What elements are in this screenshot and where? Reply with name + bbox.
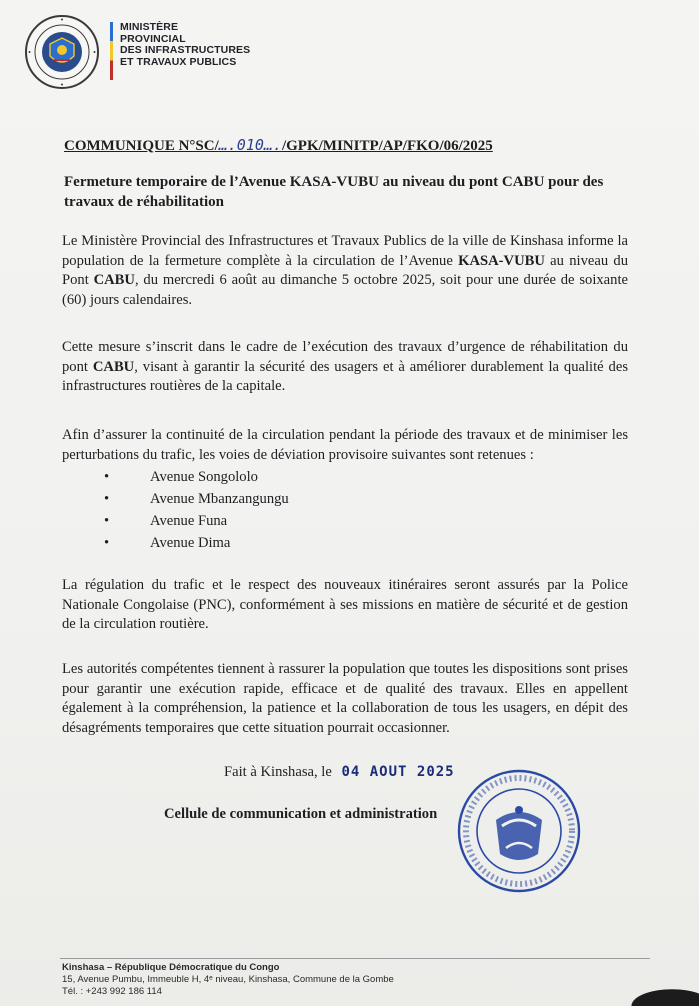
footer-line: Tél. : +243 992 186 114 [62,986,162,997]
place-label: Fait à Kinshasa, le [224,764,332,780]
text-run: , du mercredi 6 août au dimanche 5 octobre 2025, soit pour une durée de soixante (60) jours calendaires. [62,272,628,308]
bridge-name: CABU [93,272,135,289]
text-run: Cette mesure s’inscrit dans le cadre de l’exécution des travaux d’urgence de réhabilitation du pont [62,339,628,375]
text-run: , visant à garantir la sécurité des usagers et à améliorer durablement la qualité des infrastructures routières de la capitale. [62,358,628,395]
text-run: au niveau du Pont [62,252,628,289]
flag-color-bar [110,22,113,80]
communique-reference [64,136,624,155]
text-run: Le Ministère Provincial des Infrastructures et Travaux Publics de la ville de Kinshasa informe la population de la fermeture complète à la circulation de l’Avenue [62,233,628,269]
footer-address [62,962,394,998]
page-corner-shadow [609,980,699,1006]
provincial-seal-logo [24,14,100,90]
ref-suffix: /GPK/MINITP/AP/FKO/06/2025 [281,138,493,154]
date-stamp: 04 AOUT 2025 [341,764,455,780]
ministry-name [120,22,250,68]
ministry-line: PROVINCIAL [120,32,186,45]
footer-line: 15, Avenue Pumbu, Immeuble H, 4ᵉ niveau, Kinshasa, Commune de la Gombe [62,974,394,985]
footer-divider [60,958,650,959]
ref-number: ….010…. [218,136,282,154]
paragraph-detours: Afin d’assurer la continuité de la circulation pendant la période des travaux et de minimiser les perturbations du trafic, les voies de déviation provisoire suivantes sont retenues : [62,427,628,463]
list-item: • Avenue Funa [100,510,289,532]
list-item: • Avenue Songololo [100,466,289,488]
ministry-line: MINISTÈRE [120,21,179,33]
bridge-name: CABU [92,358,135,375]
list-item: • Avenue Mbanzangungu [100,488,289,510]
paragraph-reassurance: Les autorités compétentes tiennent à rassurer la population que toutes les dispositions sont prises pour garantir une exécution rapide, efficace et de qualité des travaux. Elles en appellent également à la compréhension, la patience et la collaboration de tous les usagers, en dépit des désagréments temporaires que cette situation pourrait occasionner. [62,661,628,736]
paragraph-traffic-regulation: La régulation du trafic et le respect des nouveaux itinéraires seront assurés par la Police Nationale Congolaise (PNC), conformément à ses missions en matière de sécurité et de gestion de la circulation routière. [62,577,628,633]
communique-subject: Fermeture temporaire de l’Avenue KASA-VUBU au niveau du pont CABU pour des travaux de réhabilitation [64,174,604,210]
ref-prefix: COMMUNIQUE N°SC/ [64,138,219,154]
footer-line: Kinshasa – République Démocratique du Congo [62,962,280,973]
signatory: Cellule de communication et administration [164,806,438,822]
official-stamp [456,768,582,894]
detour-route-list [100,466,289,554]
ministry-line: ET TRAVAUX PUBLICS [120,55,237,68]
paragraph-purpose [62,338,628,397]
ministry-line: DES INFRASTRUCTURES [120,44,251,56]
list-item: • Avenue Dima [100,532,289,554]
paragraph-announcement [62,232,628,310]
place-date-line [224,764,455,781]
avenue-name: KASA-VUBU [458,252,545,269]
